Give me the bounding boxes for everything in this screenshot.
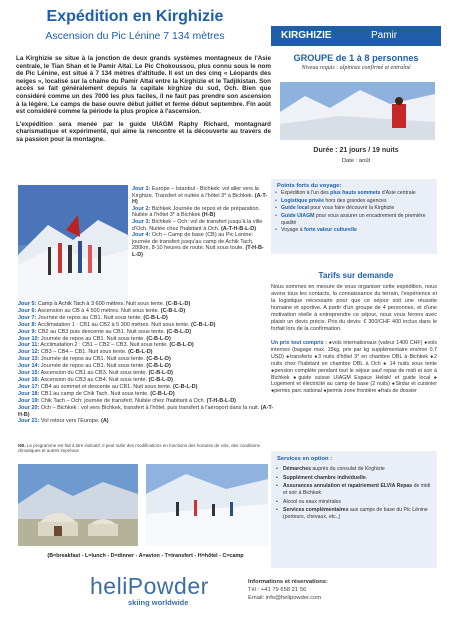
brand-logo xyxy=(90,573,209,607)
itinerary-row: Jour 5: Camp à Achik Tach à 3 600 mètres. Nuit sous tente. (C-B-L-D) xyxy=(18,301,191,307)
page-subtitle: Ascension du Pic Lénine 7 134 mètres xyxy=(45,30,225,42)
itinerary-row: Jour 13: Journée de repos au CB1. Nuit sous tente. (C-B-L-D) xyxy=(18,356,171,363)
climbers-photo xyxy=(146,464,268,546)
itinerary-row: Jour 21: Vol retour vers l'Europe. (A) xyxy=(18,418,109,425)
region-label: Pamir xyxy=(371,30,398,41)
highlights-box xyxy=(271,179,437,254)
list-item: • Voyage à forte valeur culturelle xyxy=(275,227,433,234)
optional-services-box xyxy=(271,451,437,568)
itinerary-row: Jour 20: Och – Bichkek : vol vers Bichkek, transfert à l'hôtel, puis transfert à l'aéroport dans la nuit. (A-T-H-B) xyxy=(18,404,274,418)
meal-legend: (B=breakfast - L=lunch - D=dinner - A=avion - T=transfert - H=hôtel - C=camp xyxy=(47,553,244,559)
itinerary-row: Jour 18: CB1 au camp de Chik Tach. Nuit sous tente. (C-B-L-D) xyxy=(18,390,175,397)
list-item: • Supplément chambre individuelle. xyxy=(275,475,433,482)
itinerary-row: Jour 1: Europe – Istanbul - Bichkek: vol aller vers la Kirghize. Transfert et nuitée à l'hôtel 3* à Bichkek. (A-T-H) xyxy=(132,186,268,206)
list-item: • Services complémentaires aux camps de base du Pic Lénine (porteurs, chevaux, etc.,) xyxy=(275,507,433,520)
country-label: KIRGHIZIE xyxy=(281,30,332,41)
optional-services-heading: Services en option : xyxy=(277,456,333,462)
list-item: • Alcool ou eaux minérales xyxy=(275,499,433,506)
list-item: • Logistique privée hors des grandes agences xyxy=(275,198,433,205)
itinerary-row: Jour 4: Och – Camp de base (CB) au Pic Lenine: journée de transfert jusqu'au camp de Achik Tach, 280km, 8-10 heures de route. Nuit sous toute. (T-H-B-L-D) xyxy=(132,232,264,258)
brand-tagline: skiing worldwide xyxy=(128,598,189,607)
included-services: Un prix tout compris : ●vols internationaux (valeur 1400 CHF) ●vols internes (bagage max. 15kg, prix par kg supplémentaire environ 0.7 USD) ●transferts ●3 nuits d'hôtel 3* en chambre DBL à Bichkek ●2 nuits chez l'habitant en chambre DBL à Och ● 14 nuits sous tente ●pension complète pendant tout le séjour sauf repas de midi et soir à Bichkek ●guide suisse UIAGM Espace Helisk! et guide local ● Logement et électricité au camp de base (2 nuits) ●Sirdar et cuisinier ●permis parc national ●permis zone frontière ●frais de dossier xyxy=(271,340,437,395)
itinerary-row: Jour 7: Journée de repos au CB1. Nuit sous tente. (C-B-L-D) xyxy=(18,314,168,321)
page-title: Expédition en Kirghizie xyxy=(46,8,224,25)
list-item: • Guide local pour vous faire découvrir la Kirghizie xyxy=(275,205,433,212)
contact-email[interactable]: Email: info@helipowder.com xyxy=(248,595,322,602)
itinerary-row: Jour 6: Ascension au CB à 4 500 mètres. Nuit sous tente. (C-B-L-D) xyxy=(18,307,186,314)
itinerary-row: Jour 9: CB2 au CB3 puis descente au CB1. Nuit sous tente. (C-B-L-D) xyxy=(18,328,192,335)
highlights-list xyxy=(275,190,433,235)
highlights-heading: Points forts du voyage: xyxy=(277,183,342,189)
itinerary-row: Jour 12: CB3 – CB4 – CB1. Nuit sous tente. (C-B-L-D) xyxy=(18,349,153,356)
trip-date: Date : août xyxy=(341,158,371,164)
itinerary-row: Jour 10: Journée de repos au CB1. Nuit sous tente. (C-B-L-D) xyxy=(18,335,171,342)
yurt-photo xyxy=(18,464,138,546)
summit-photo xyxy=(18,185,128,305)
contact-heading: Informations et réservations: xyxy=(248,579,328,585)
pricing-text: Nous sommes en mesure de vous organiser cette expédition, nous avons tous les contacts, la connaissance du terrain, l'expérience et la logistique nécessaire pour que ce séjour soit une réussite humaine et sportive. A partir d'un groupe de 4 personnes, et d'une motivation réelle à entreprendre ce séjour, nous vous ferons avec plaisir un devis précis. Prix du devis: € 300/CHF 400 inclus dans le forfait lors de la confirmation. xyxy=(271,284,437,332)
itinerary-row: Jour 14: Journée de repos au CB1. Nuit sous tente. (C-B-L-D) xyxy=(18,363,171,370)
contact-phone: Tél : +41 79 658 21 56 xyxy=(248,587,307,594)
intro-text xyxy=(16,55,271,149)
trip-duration: Durée : 21 jours / 19 nuits xyxy=(313,147,399,154)
intro-paragraph-1: La Kirghizie se situe à la jonction de deux grands systèmes montagneux de l'Asie centrale, le Tian Shan et le Pamir Altaï. Le Pic Chokoussou, plus connu sous le nom de Pic Lénine, est situé à 7 134 mètres d'altitude. Il est un des cinq « Léopards des neiges », localisé sur la chaîne du Pamir Altaï entre la Kirghizie et le Tadjikistan. Son accès se fait généralement depuis la capitale kirghize du sud, Och. Bien que considéré comme un des 7000 les plus faciles, il ne faut pas prendre son ascension à la légère. Le camps de base ouvre début juillet et ferme début septembre. Fin août est considéré comme la période la plus propice à l'ascension. xyxy=(16,55,271,116)
itinerary-row: Jour 16: Ascension du CB3 au CB4. Nuit sous tente. (C-B-L-D) xyxy=(18,376,173,383)
itinerary-top xyxy=(132,186,268,259)
optional-services-list xyxy=(275,466,433,522)
destination-tag xyxy=(271,26,441,46)
mountain-photo xyxy=(280,82,435,140)
required-level: Niveau requis : alpiniste confirmé et entraîné xyxy=(301,65,411,71)
list-item: • Démarches auprès du consulat de Kirghizie xyxy=(275,466,433,473)
pricing-heading: Tarifs sur demande xyxy=(318,271,394,280)
group-size: GROUPE de 1 à 8 personnes xyxy=(293,53,419,63)
program-note: NB. Le programme est fait à titre indicatif. Il peut subir des modifications en fonctions des horaires de vols, des conditions climatiques et autres imprévus xyxy=(18,443,260,454)
list-item: • Expédition à l'un des plus hauts sommets d'Asie centrale xyxy=(275,190,433,197)
contact-info xyxy=(248,578,438,603)
itinerary-row: Jour 8: Acclimatation 1 : CB1 au CB2 à 5 300 mètres. Nuit sous tente. (C-B-L-D) xyxy=(18,321,216,328)
itinerary-row: Jour 15: Ascension du CB1 au CB3. Nuit sous tente. (C-B-L-D) xyxy=(18,370,173,377)
itinerary-row: Jour 3: Bichkek – Och: vol de transfert jusqu'à la ville d'Och. Nuitée chez l'habitant à Och. (A-T-H-B-L-D) xyxy=(132,218,263,232)
list-item: • Guide UIAGM pour vous assurer un encadrement de première qualité xyxy=(275,213,433,226)
itinerary-list xyxy=(18,301,276,425)
brand-name: heliPowder xyxy=(90,573,209,599)
itinerary-row: Jour 17: CB4 au sommet et descente au CB1. Nuit sous tente. (C-B-L-D) xyxy=(18,383,198,390)
itinerary-row: Jour 11: Acclimatation 2 : CB1 – CB2 – CB3. Nuit sous tente. (C-B-L-D) xyxy=(18,342,194,349)
list-item: • Assurances annulation et rapatriement ELVIA Repas de midi et soir à Bichkek xyxy=(275,483,433,496)
itinerary-row: Jour 19: Chik Tach – Och: journée de transfert. Nuitée chez l'habitant à Och. (T-H-B-L-D) xyxy=(18,397,236,404)
itinerary-row: Jour 2: Bichkek Journée de repos et de préparation. Nuitée à l'hôtel 3* à Bichkek (H-B) xyxy=(132,205,261,219)
intro-paragraph-2: L'expédition sera menée par le guide UIAGM Raphy Richard, montagnard charismatique et expérimenté, qui aime la rencontre et la découverte au travers de sa passion pour la montagne. xyxy=(16,120,271,143)
